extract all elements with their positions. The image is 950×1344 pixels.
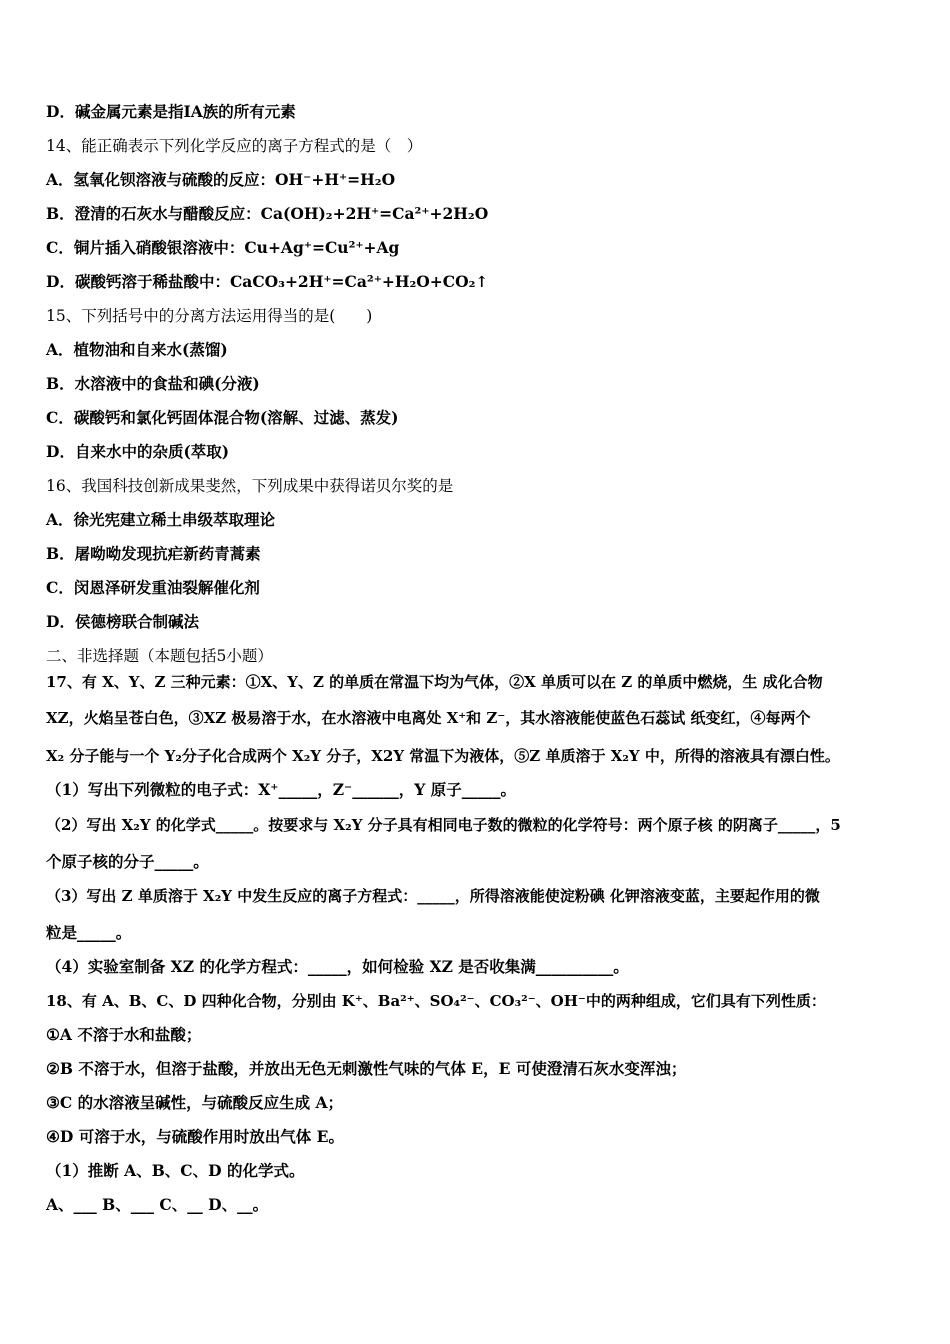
q14-option-a: A．氢氧化钡溶液与硫酸的反应：OH⁻+H⁺=H₂O [46,170,396,189]
q14-stem: 14、能正确表示下列化学反应的离子方程式的是（ ） [46,137,423,155]
q18-condition-2: ②B 不溶于水，但溶于盐酸，并放出无色无刺激性气味的气体 E，E 可使澄清石灰水变浑浊； [46,1059,687,1078]
q16-stem: 16、我国科技创新成果斐然，下列成果中获得诺贝尔奖的是 [46,477,454,495]
q17-part-3b: 粒是_____。 [46,923,132,942]
q17-part-2a: （2）写出 X₂Y 的化学式_____。按要求与 X₂Y 分子具有相同电子数的微粒的化学符号：两个原子核 的阴离子_____，5 [46,816,841,834]
section-title: 二、非选择题（本题包括5小题） [46,647,273,665]
q14-option-c: C．铜片插入硝酸银溶液中：Cu+Ag⁺=Cu²⁺+Ag [46,238,400,257]
q16-option-b: B．屠呦呦发现抗疟新药青蒿素 [46,544,261,563]
q13-option-d: D．碱金属元素是指ⅠA族的所有元素 [46,102,296,121]
q18-answer-blanks: A、___ B、___ C、__ D、__。 [46,1195,269,1214]
q17-line-3: X₂ 分子能与一个 Y₂分子化合成两个 X₂Y 分子，X2Y 常温下为液体，⑤Z 单质溶于 X₂Y 中，所得的溶液具有漂白性。 [46,747,840,765]
q18-condition-4: ④D 可溶于水，与硫酸作用时放出气体 E。 [46,1127,344,1146]
q16-option-d: D．侯德榜联合制碱法 [46,612,199,631]
q14-option-d: D．碳酸钙溶于稀盐酸中：CaCO₃+2H⁺=Ca²⁺+H₂O+CO₂↑ [46,272,489,291]
q17-line-2: XZ，火焰呈苍白色，③XZ 极易溶于水，在水溶液中电离处 X⁺和 Z⁻，其水溶液能使蓝色石蕊试 纸变红，④每两个 [46,709,811,727]
q17-part-1: （1）写出下列微粒的电子式：X⁺_____，Z⁻______，Y 原子_____。 [46,780,516,799]
q17-part-4: （4）实验室制备 XZ 的化学方程式：_____，如何检验 XZ 是否收集满__________。 [46,957,629,976]
q14-option-b: B．澄清的石灰水与醋酸反应：Ca(OH)₂+2H⁺=Ca²⁺+2H₂O [46,204,489,223]
q15-stem: 15、下列括号中的分离方法运用得当的是( ) [46,307,373,325]
q18-stem: 18、有 A、B、C、D 四种化合物，分别由 K⁺、Ba²⁺、SO₄²⁻、CO₃²⁻、OH⁻中的两种组成，它们具有下列性质： [46,992,826,1010]
q15-option-a: A．植物油和自来水(蒸馏) [46,340,228,359]
q15-option-c: C．碳酸钙和氯化钙固体混合物(溶解、过滤、蒸发) [46,408,399,427]
q16-option-c: C．闵恩泽研发重油裂解催化剂 [46,578,260,597]
q18-condition-1: ①A 不溶于水和盐酸； [46,1025,202,1044]
q17-part-3a: （3）写出 Z 单质溶于 X₂Y 中发生反应的离子方程式：_____，所得溶液能使淀粉碘 化钾溶液变蓝，主要起作用的微 [46,887,820,905]
q15-option-d: D．自来水中的杂质(萃取) [46,442,230,461]
q18-part-1: （1）推断 A、B、C、D 的化学式。 [46,1161,305,1180]
q18-condition-3: ③C 的水溶液呈碱性，与硫酸反应生成 A； [46,1093,344,1112]
q17-line-1: 17、有 X、Y、Z 三种元素：①X、Y、Z 的单质在常温下均为气体，②X 单质可以在 Z 的单质中燃烧，生 成化合物 [46,673,823,691]
q17-part-2b: 个原子核的分子_____。 [46,852,209,871]
q16-option-a: A．徐光宪建立稀土串级萃取理论 [46,510,276,529]
q15-option-b: B．水溶液中的食盐和碘(分液) [46,374,260,393]
